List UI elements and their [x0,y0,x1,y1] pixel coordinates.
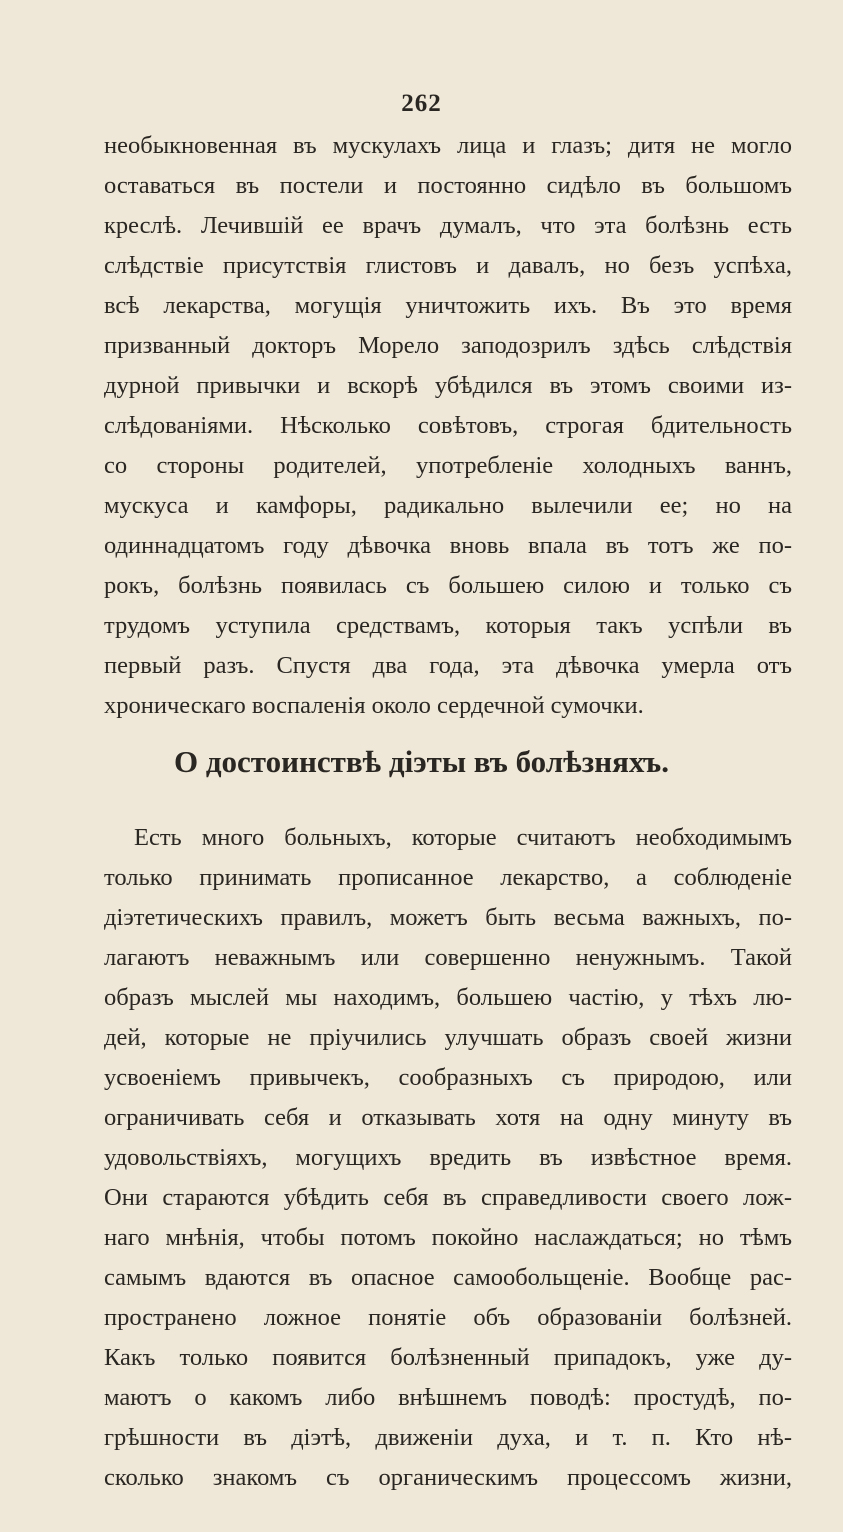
text-line: хроническаго воспаленія около сердечной сумочки. [104,692,644,719]
text-line: лагаютъ неважнымъ или совершенно ненужнымъ. Такой [104,944,792,971]
text-line: удовольствіяхъ, могущихъ вредить въ извѣстное время. [104,1144,792,1171]
section-heading: О достоинствѣ діэты въ болѣзняхъ. [173,744,669,779]
text-line: ограничивать себя и отказывать хотя на одну минуту въ [104,1104,792,1131]
text-line: призванный докторъ Морело заподозрилъ здѣсь слѣдствія [104,332,792,359]
text-line: Они стараются убѣдить себя въ справедливости своего лож- [104,1184,792,1211]
text-line: только принимать прописанное лекарство, а соблюденіе [104,864,792,891]
text-line: одиннадцатомъ году дѣвочка вновь впала въ тотъ же по- [104,532,792,559]
text-line: необыкновенная въ мускулахъ лица и глазъ; дитя не могло [104,132,792,159]
text-line: образъ мыслей мы находимъ, большею частію, у тѣхъ лю- [104,984,792,1011]
text-line: мускуса и камфоры, радикально вылечили ее; но на [104,492,792,519]
text-line: всѣ лекарства, могущія уничтожить ихъ. Въ это время [104,292,792,319]
text-line: трудомъ уступила средствамъ, которыя такъ успѣли въ [104,612,792,639]
text-line: самымъ вдаются въ опасное самообольщеніе. Вообще рас- [104,1264,792,1291]
text-line: маютъ о какомъ либо внѣшнемъ поводѣ: простудѣ, по- [104,1384,792,1411]
text-line: пространено ложное понятіе объ образованіи болѣзней. [104,1304,792,1331]
text-line: грѣшности въ діэтѣ, движеніи духа, и т. п. Кто нѣ- [104,1424,792,1451]
text-line: Есть много больныхъ, которые считаютъ необходимымъ [134,824,792,851]
text-line: Какъ только появится болѣзненный припадокъ, уже ду- [104,1344,792,1371]
text-line: слѣдствіе присутствія глистовъ и давалъ, но безъ успѣха, [104,252,792,279]
text-line: дей, которые не пріучились улучшать образъ своей жизни [104,1024,792,1051]
text-line: усвоеніемъ привычекъ, сообразныхъ съ природою, или [104,1064,792,1091]
text-line: сколько знакомъ съ органическимъ процессомъ жизни, [104,1464,792,1491]
text-line: креслѣ. Лечившій ее врачъ думалъ, что эта болѣзнь есть [104,212,792,239]
text-line: дурной привычки и вскорѣ убѣдился въ этомъ своими из- [104,372,792,399]
text-line: діэтетическихъ правилъ, можетъ быть весьма важныхъ, по- [104,904,792,931]
page-number: 262 [401,90,442,117]
text-line: рокъ, болѣзнь появилась съ большею силою и только съ [104,572,792,599]
text-line: оставаться въ постели и постоянно сидѣло въ большомъ [104,172,792,199]
text-line: наго мнѣнія, чтобы потомъ покойно наслаждаться; но тѣмъ [104,1224,792,1251]
text-line: со стороны родителей, употребленіе холодныхъ ваннъ, [104,452,792,479]
text-line: слѣдованіями. Нѣсколько совѣтовъ, строгая бдительность [104,412,792,439]
text-line: первый разъ. Спустя два года, эта дѣвочка умерла отъ [104,652,792,679]
